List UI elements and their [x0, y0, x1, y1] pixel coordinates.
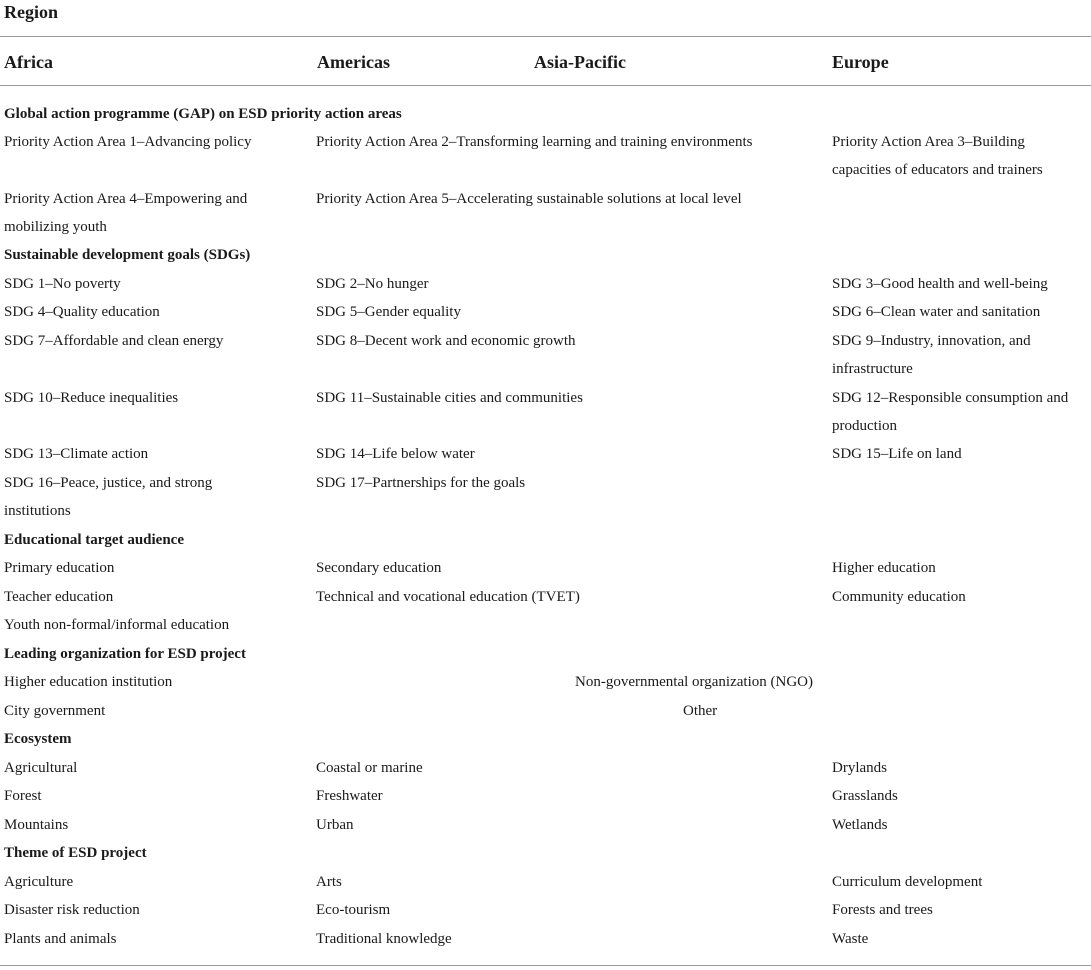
table-cell: Technical and vocational education (TVET)	[316, 589, 580, 605]
table-cell: Youth non-formal/informal education	[4, 617, 230, 633]
column-header-americas: Americas	[317, 52, 390, 72]
bottom-rule	[0, 965, 1091, 966]
table-cell: SDG 1–No poverty	[4, 276, 121, 292]
header-rule	[0, 85, 1091, 86]
table-cell: Community education	[832, 589, 966, 605]
table-cell: Waste	[832, 931, 869, 947]
table-cell: Non-governmental organization (NGO)	[575, 674, 813, 690]
table-cell: SDG 11–Sustainable cities and communities	[316, 390, 583, 406]
table-cell: Forest	[4, 788, 42, 804]
table-cell: SDG 5–Gender equality	[316, 304, 461, 320]
table-cell: SDG 10–Reduce inequalities	[4, 390, 179, 406]
table-cell: Drylands	[832, 760, 887, 776]
table-cell: Eco-tourism	[316, 902, 391, 918]
table-cell: production	[832, 418, 897, 434]
table-cell: Priority Action Area 5–Accelerating sustainable solutions at local level	[316, 191, 742, 207]
table-cell: Curriculum development	[832, 874, 983, 890]
table-cell: SDG 16–Peace, justice, and strong	[4, 475, 213, 491]
table-cell: SDG 4–Quality education	[4, 304, 160, 320]
table-cell: SDG 12–Responsible consumption and	[832, 390, 1069, 406]
table-cell: Urban	[316, 817, 354, 833]
table-cell: Higher education	[832, 560, 936, 576]
table-cell: SDG 14–Life below water	[316, 446, 475, 462]
column-header-asia-pacific: Asia-Pacific	[534, 52, 626, 72]
table-cell: Priority Action Area 1–Advancing policy	[4, 134, 252, 150]
table-cell: Traditional knowledge	[316, 931, 452, 947]
table-cell: Secondary education	[316, 560, 442, 576]
table-cell: Priority Action Area 2–Transforming learning and training environments	[316, 134, 753, 150]
section-heading-text: Theme of ESD project	[4, 845, 147, 861]
table-cell: SDG 7–Affordable and clean energy	[4, 333, 224, 349]
table-cell: Higher education institution	[4, 674, 173, 690]
section-heading-text: Ecosystem	[4, 731, 72, 747]
column-header-africa: Africa	[4, 52, 53, 72]
table-cell: Wetlands	[832, 817, 888, 833]
table-cell: SDG 15–Life on land	[832, 446, 962, 462]
table-cell: SDG 8–Decent work and economic growth	[316, 333, 576, 349]
table-cell: SDG 2–No hunger	[316, 276, 429, 292]
table-cell: Teacher education	[4, 589, 114, 605]
section-heading-text: Leading organization for ESD project	[4, 646, 246, 662]
column-header-europe: Europe	[832, 52, 889, 72]
section-heading-text: Sustainable development goals (SDGs)	[4, 247, 251, 263]
table-cell: Coastal or marine	[316, 760, 423, 776]
table-cell: Forests and trees	[832, 902, 933, 918]
table-cell: SDG 3–Good health and well-being	[832, 276, 1048, 292]
table-cell: infrastructure	[832, 361, 913, 377]
table-cell: SDG 6–Clean water and sanitation	[832, 304, 1041, 320]
table-cell: Priority Action Area 3–Building	[832, 134, 1025, 150]
table-cell: SDG 9–Industry, innovation, and	[832, 333, 1031, 349]
table-cell: SDG 13–Climate action	[4, 446, 149, 462]
section-heading-text: Global action programme (GAP) on ESD priority action areas	[4, 106, 402, 122]
table-cell: Priority Action Area 4–Empowering and	[4, 191, 248, 207]
table-cell: Other	[683, 703, 718, 719]
section-heading-text: Educational target audience	[4, 532, 184, 548]
table-cell: City government	[4, 703, 106, 719]
table-cell: Grasslands	[832, 788, 898, 804]
table-cell: Disaster risk reduction	[4, 902, 140, 918]
table-cell: Mountains	[4, 817, 69, 833]
table-title: Region	[4, 2, 58, 22]
table-cell: Agricultural	[4, 760, 78, 776]
table-cell: capacities of educators and trainers	[832, 162, 1043, 178]
table-cell: Plants and animals	[4, 931, 117, 947]
table-cell: SDG 17–Partnerships for the goals	[316, 475, 526, 491]
table-cell: Agriculture	[4, 874, 74, 890]
table-cell: institutions	[4, 503, 71, 519]
table-cell: mobilizing youth	[4, 219, 107, 235]
table-cell: Arts	[316, 874, 342, 890]
top-rule	[0, 36, 1091, 37]
table-cell: Primary education	[4, 560, 115, 576]
table-cell: Freshwater	[316, 788, 383, 804]
